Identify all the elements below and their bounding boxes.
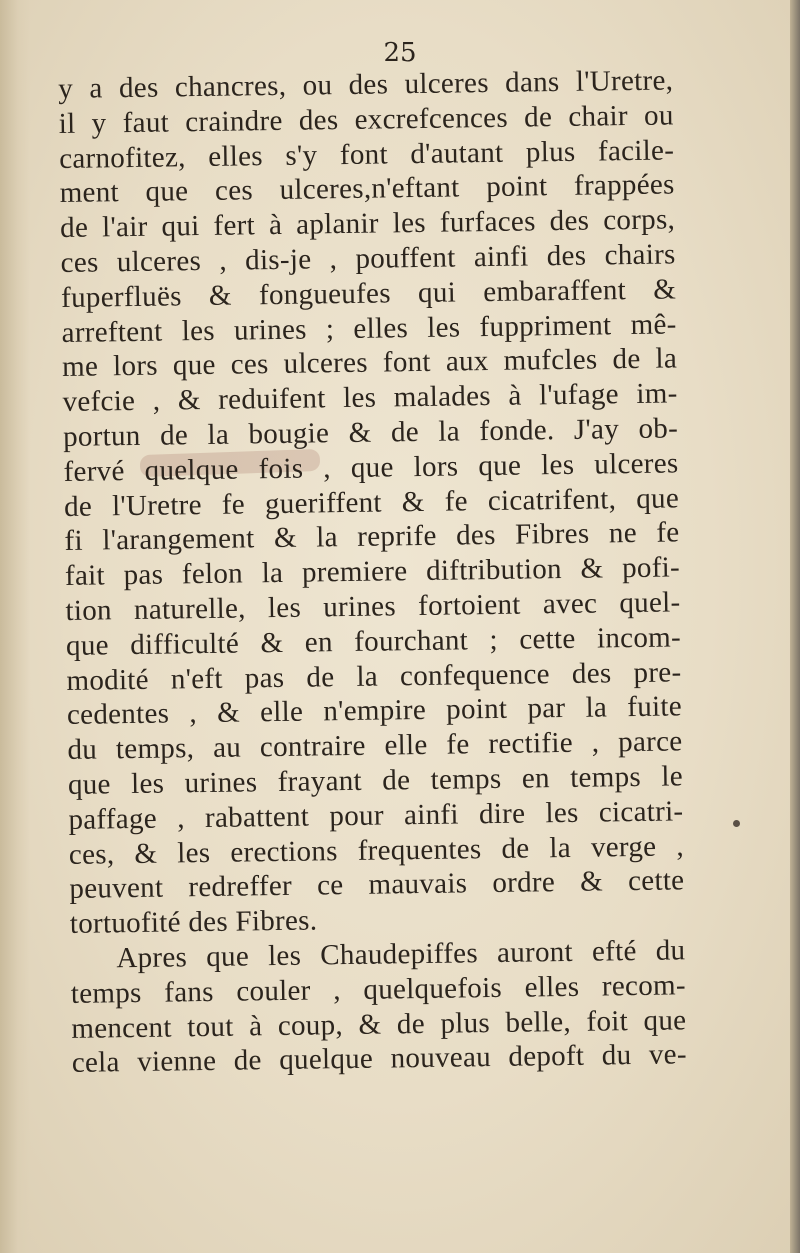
text-line: mencent tout à coup, & de plus belle, foit que [71,1003,687,1045]
text-line: peuvent redreffer ce mauvais ordre & cette [69,864,685,906]
paper-speck [733,820,740,827]
text-line: ces ulceres , dis-je , pouffent ainfi des chairs [60,238,676,279]
text-line: fuperfluës & fongueufes qui embaraffent & [60,273,677,314]
text-line: que difficulté & en fourchant ; cette incom- [65,621,682,662]
text-line: me lors que ces ulceres font aux mufcles de la [61,342,678,384]
text-line: cedentes , & elle n'empire point par la fuite [66,690,683,732]
text-line: cela vienne de quelque nouveau depoft du ve- [71,1038,688,1080]
text-line: y a des chancres, ou des ulceres dans l'Uretre, [58,64,674,105]
text-line: ment que ces ulceres,n'eftant point frappées [59,168,675,210]
text-line: tortuofité des Fibres. [69,904,318,941]
body-text [58,63,687,1081]
text-line: du temps, au contraire elle fe rectifie , parce [67,725,683,767]
text-line: il y faut craindre des excrefcences de chair ou [58,99,674,140]
page-gutter-shadow [0,0,30,1253]
page-edge [790,0,800,1253]
text-line: fait pas felon la premiere diftribution & pofi- [64,551,681,593]
text-line: de l'Uretre fe gueriffent & fe cicatrifent, que [63,481,680,523]
text-line: temps fans couler , quelquefois elles recom- [70,969,687,1010]
text-line: fervé quelque fois , que lors que les ulceres [63,447,679,488]
text-line: paffage , rabattent pour ainfi dire les cicatri- [68,795,684,836]
text-line: portun de la bougie & de la fonde. J'ay ob- [62,412,679,453]
text-line: fi l'arangement & la reprife des Fibres ne fe [64,516,680,558]
text-line: modité n'eft pas de la confequence des pre- [66,655,682,697]
text-line: ces, & les erections frequentes de la verge , [68,829,685,871]
text-line: que les urines frayant de temps en temps le [67,760,684,801]
text-line: arreftent les urines ; elles les fuppriment mê- [61,307,677,349]
text-line: Apres que les Chaudepiffes auront efté du [116,934,686,975]
text-line: de l'air qui fert à aplanir les furfaces des corps, [59,203,676,245]
text-line: vefcie , & reduifent les malades à l'ufage im- [62,377,678,419]
page-number: 25 [383,38,417,68]
text-line: carnofitez, elles s'y font d'autant plus facile- [58,134,675,175]
text-line: tion naturelle, les urines fortoient avec quel- [65,586,681,627]
